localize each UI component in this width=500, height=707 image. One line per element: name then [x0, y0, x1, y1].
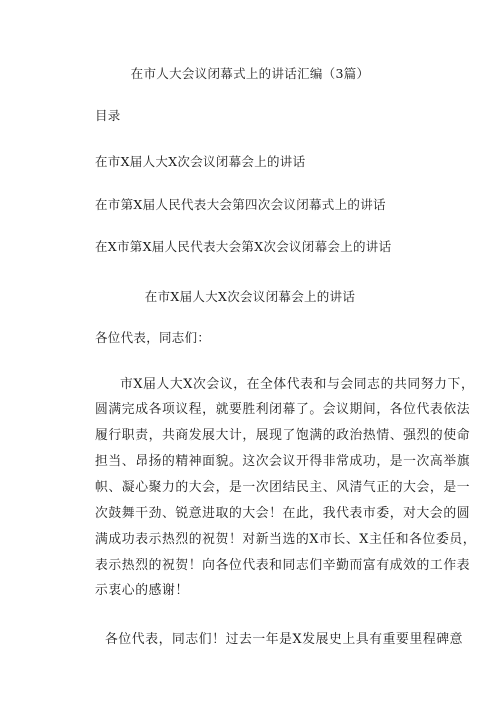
section-title: 在市X届人大X次会议闭幕会上的讲话: [144, 289, 356, 304]
paragraph-line: 示衷心的感谢！: [95, 583, 189, 598]
salutation: 各位代表，同志们：: [95, 330, 211, 345]
document-title: 在市人大会议闭幕式上的讲话汇编（3篇）: [130, 66, 370, 81]
paragraph-line: 圆满完成各项议程，就要胜利闭幕了。会议期间，各位代表依法: [95, 402, 471, 417]
paragraph-line: 履行职责，共商发展大计，展现了饱满的政治热情、强烈的使命: [95, 428, 471, 443]
toc-heading: 目录: [95, 108, 121, 123]
paragraph-line: 帜、凝心聚力的大会，是一次团结民主、风清气正的大会，是一: [95, 480, 471, 495]
paragraph-line: 次鼓舞干劲、锐意进取的大会！在此，我代表市委，对大会的圆: [95, 506, 471, 521]
toc-item: 在市X届人大X次会议闭幕会上的讲话: [95, 154, 306, 169]
paragraph-line: 市X届人大X次会议，在全体代表和与会同志的共同努力下，: [120, 377, 475, 392]
paragraph-line: 表示热烈的祝贺！向各位代表和同志们辛勤而富有成效的工作表: [95, 558, 471, 573]
paragraph-line: 担当、昂扬的精神面貌。这次会议开得非常成功，是一次高举旗: [95, 454, 471, 469]
toc-item: 在X市第X届人民代表大会第X次会议闭幕会上的讲话: [95, 239, 392, 254]
paragraph-line: 满成功表示热烈的祝贺！对新当选的X市长、X主任和各位委员，: [95, 532, 477, 547]
toc-item: 在市第X届人民代表大会第四次会议闭幕式上的讲话: [95, 197, 386, 212]
paragraph-2-line: 各位代表，同志们！过去一年是X发展史上具有重要里程碑意: [105, 632, 464, 647]
